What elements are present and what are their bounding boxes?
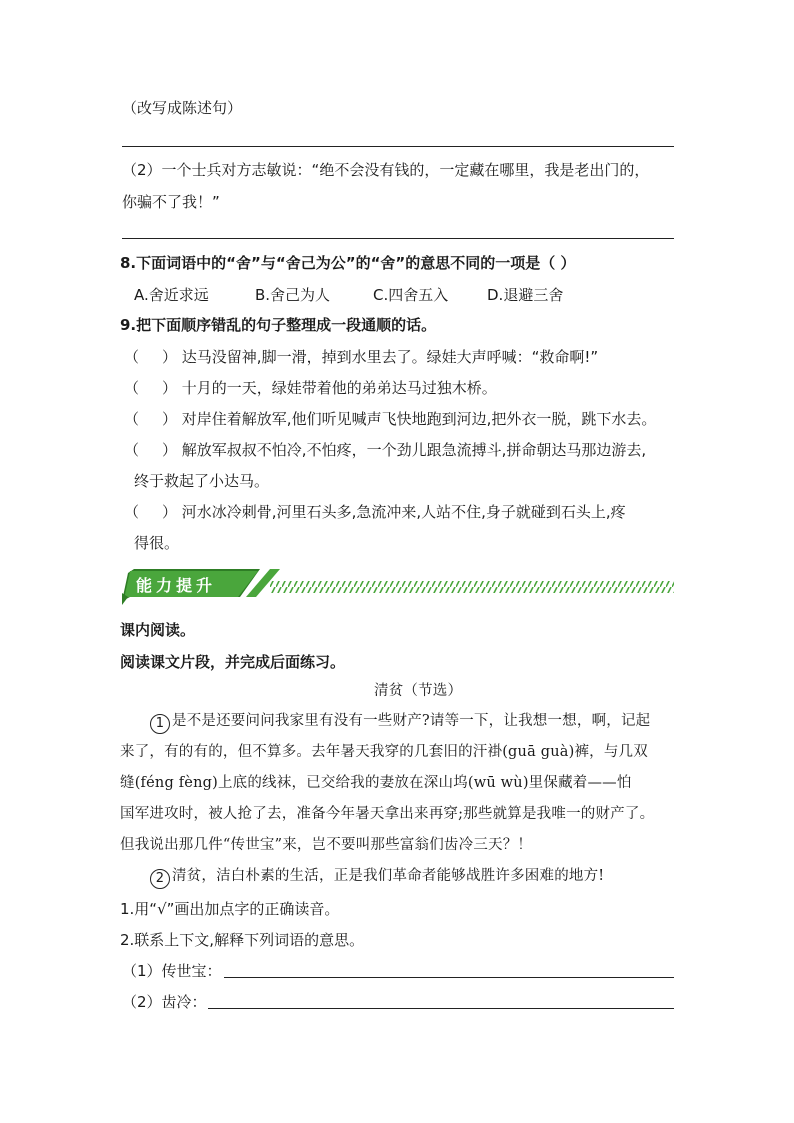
sentence-row: （ ） 河水冰冷刺骨,河里石头多,急流冲来,人站不住,身子就碰到石头上,疼 [124,503,626,521]
q7-sub1-hint: （改写成陈述句） [122,99,243,117]
order-blank[interactable]: （ [124,503,140,521]
q8-option-a[interactable]: A.舍近求远 [134,286,209,304]
sentence-row: （ ） 十月的一天，绿娃带着他的弟弟达马过独木桥。 [124,379,497,397]
paragraph-number-badge: 2 [150,869,170,889]
passage-title: 清贫（节选） [374,683,463,699]
q7-sub2-line2: 你骗不了我！” [122,193,220,211]
answer-line[interactable] [122,238,674,239]
paragraph-number-badge: 1 [150,714,170,734]
sentence-text: 十月的一天，绿娃带着他的弟弟达马过独木桥。 [181,379,497,397]
q8-option-c[interactable]: C.四舍五入 [373,286,449,304]
passage-line: 但我说出那几件“传世宝”来，岂不要叫那些富翁们齿冷三天？！ [120,837,533,853]
q8-stem: 8.下面词语中的“舍”与“舍己为公”的“舍”的意思不同的一项是（ ） [120,254,576,272]
order-blank[interactable]: （ [124,379,140,397]
exercise-2-item-2: （2）齿冷： [122,993,207,1011]
sentence-text: 河水冰冷刺骨,河里石头多,急流冲来,人站不住,身子就碰到石头上,疼 [181,503,626,521]
order-blank[interactable]: （ [124,410,140,428]
answer-line[interactable] [224,977,674,978]
passage-line: 2 清贫，洁白朴素的生活，正是我们革命者能够战胜许多困难的地方! [150,866,604,889]
exercise-1: 1.用“√”画出加点字的正确读音。 [120,900,340,918]
sentence-text-continued: 得很。 [134,534,180,552]
sentence-row: （ ） 解放军叔叔不怕冷,不怕疼，一个劲儿跟急流搏斗,拼命朝达马那边游去, [124,441,647,459]
answer-line[interactable] [122,146,674,147]
order-blank[interactable]: （ [124,441,140,459]
reading-instruction: 阅读课文片段，并完成后面练习。 [120,653,346,671]
answer-line[interactable] [208,1008,674,1009]
q8-option-b[interactable]: B.舍己为人 [255,286,331,304]
order-blank[interactable]: （ [124,348,140,366]
q7-sub2-line1: （2）一个士兵对方志敏说：“绝不会没有钱的，一定藏在哪里，我是老出门的， [122,161,650,179]
passage-line: 1 是不是还要问问我家里有没有一些财产?请等一下，让我想一想，啊，记起 [150,711,650,734]
sentence-text-continued: 终于救起了小达马。 [134,472,270,490]
banner-title: 能力提升 [136,576,217,595]
section-banner [120,567,676,605]
sentence-text: 达马没留神,脚一滑，掉到水里去了。绿娃大声呼喊：“救命啊!” [181,348,599,366]
passage-line: 国军进攻时，被人抢了去，准备今年暑天拿出来再穿;那些就算是我唯一的财产了。 [120,806,655,822]
sentence-row: （ ） 达马没留神,脚一滑，掉到水里去了。绿娃大声呼喊：“救命啊!” [124,348,599,366]
sentence-row: （ ） 对岸住着解放军,他们听见喊声飞快地跑到河边,把外衣一脱，跳下水去。 [124,410,657,428]
exercise-2-item-1: （1）传世宝： [122,962,222,980]
q9-stem: 9.把下面顺序错乱的句子整理成一段通顺的话。 [120,316,437,334]
reading-type: 课内阅读。 [120,621,196,639]
sentence-text: 对岸住着解放军,他们听见喊声飞快地跑到河边,把外衣一脱，跳下水去。 [181,410,657,428]
q8-option-d[interactable]: D.退避三舍 [487,286,564,304]
passage-line: 来了，有的有的，但不算多。去年暑天我穿的几套旧的汗褂(guā guà)裤，与几双 [120,744,648,760]
passage-line: 缝(féng fèng)上底的线袜，已交给我的妻放在深山坞(wū wù)里保藏着——怕 [120,775,632,791]
sentence-text: 解放军叔叔不怕冷,不怕疼，一个劲儿跟急流搏斗,拼命朝达马那边游去, [181,441,647,459]
exercise-2: 2.联系上下文,解释下列词语的意思。 [120,931,365,949]
